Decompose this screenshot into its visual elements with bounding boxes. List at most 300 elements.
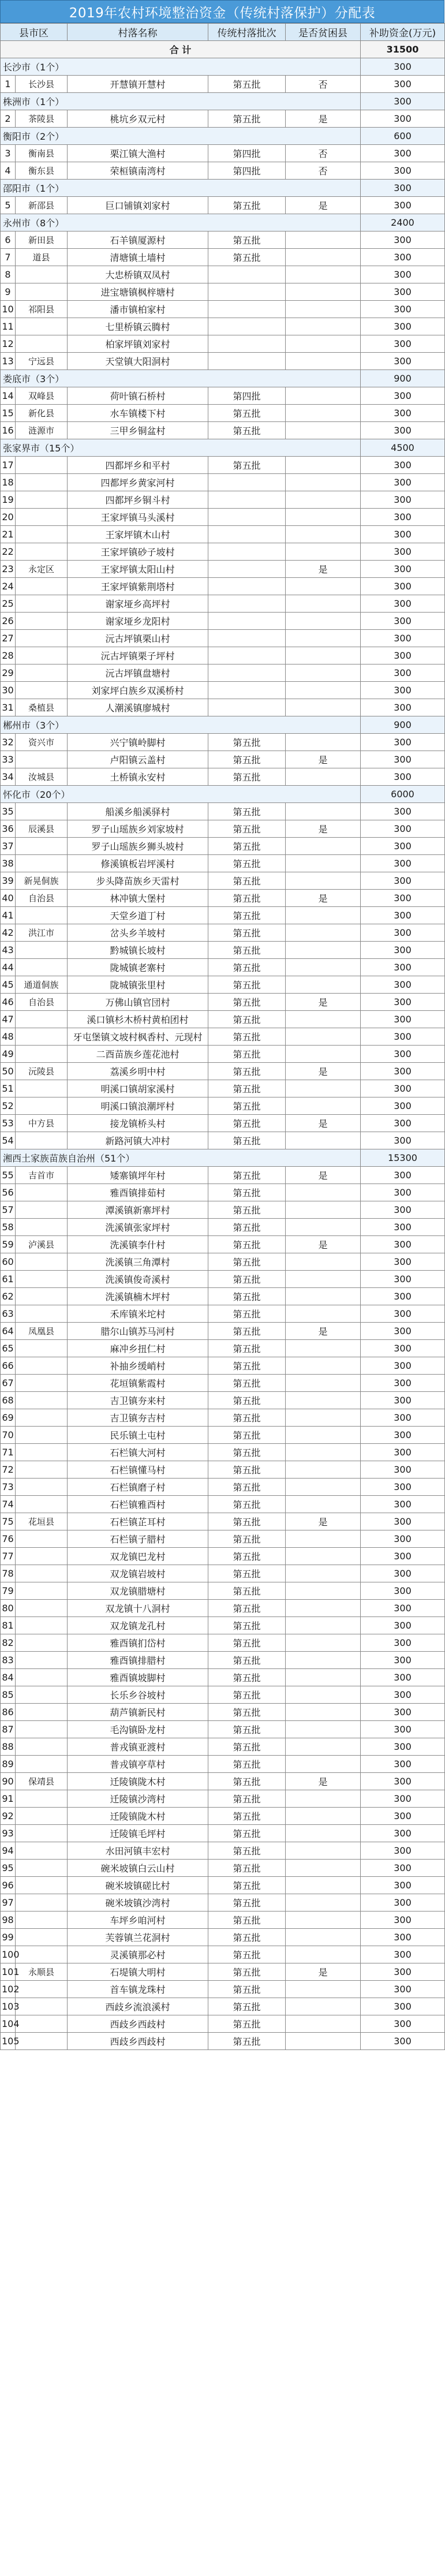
poverty-cell: 是 [286, 1236, 361, 1253]
poverty-cell: 是 [286, 110, 361, 128]
county-name [16, 1998, 68, 2015]
row-index: 74 [1, 1496, 16, 1513]
amount-cell: 300 [361, 630, 445, 647]
county-name [16, 1790, 68, 1808]
row-index: 44 [1, 959, 16, 976]
county-name [16, 1946, 68, 1963]
county-name [16, 2015, 68, 2033]
table-row [1, 1704, 445, 1721]
amount-cell: 300 [361, 1946, 445, 1963]
village-name: 王家坪镇太阳山村 [68, 561, 208, 578]
table-row [1, 2015, 445, 2033]
table-row [1, 1167, 445, 1184]
row-index: 95 [1, 1860, 16, 1877]
county-name [16, 1582, 68, 1600]
county-name [16, 1738, 68, 1756]
county-name [16, 1860, 68, 1877]
batch-cell [208, 353, 286, 370]
village-name: 陇城镇张里村 [68, 976, 208, 994]
poverty-cell [286, 491, 361, 509]
row-index: 21 [1, 526, 16, 543]
village-name: 双龙镇龙孔村 [68, 1617, 208, 1634]
amount-cell: 300 [361, 1132, 445, 1149]
column-header: 是否贫困县 [286, 24, 361, 41]
amount-cell: 300 [361, 1461, 445, 1479]
county-name: 桑植县 [16, 699, 68, 716]
amount-cell: 300 [361, 699, 445, 716]
amount-cell: 300 [361, 924, 445, 942]
poverty-cell: 是 [286, 1167, 361, 1184]
poverty-cell [286, 1825, 361, 1842]
village-name: 接龙镇桥头村 [68, 1115, 208, 1132]
village-name: 吉卫镇夯吉村 [68, 1409, 208, 1427]
village-name: 沅古坪镇栗子坪村 [68, 647, 208, 664]
amount-cell: 300 [361, 1011, 445, 1028]
county-name [16, 1046, 68, 1063]
village-name: 二酉苗族乡莲花池村 [68, 1046, 208, 1063]
poverty-cell: 是 [286, 994, 361, 1011]
poverty-cell [286, 283, 361, 301]
table-row [1, 1097, 445, 1115]
county-name: 自治县 [16, 890, 68, 907]
village-name: 荔溪乡明中村 [68, 1063, 208, 1080]
batch-cell: 第五批 [208, 405, 286, 422]
poverty-cell [286, 1097, 361, 1115]
amount-cell: 300 [361, 1427, 445, 1444]
amount-cell: 300 [361, 1288, 445, 1305]
row-index: 40 [1, 890, 16, 907]
row-index: 50 [1, 1063, 16, 1080]
batch-cell: 第五批 [208, 1253, 286, 1271]
village-name: 七里桥镇云腾村 [68, 318, 208, 335]
table-row [1, 1877, 445, 1894]
table-row [1, 526, 445, 543]
county-name: 新田县 [16, 232, 68, 249]
amount-cell: 300 [361, 1201, 445, 1219]
table-row [1, 335, 445, 353]
table-row [1, 1756, 445, 1773]
county-name [16, 457, 68, 474]
row-index: 53 [1, 1115, 16, 1132]
poverty-cell [286, 1929, 361, 1946]
amount-cell: 300 [361, 1808, 445, 1825]
amount-cell: 300 [361, 820, 445, 838]
county-name [16, 1097, 68, 1115]
region-amount: 600 [361, 128, 445, 145]
poverty-cell: 是 [286, 1773, 361, 1790]
poverty-cell [286, 942, 361, 959]
village-name: 迁陵镇陇木村 [68, 1808, 208, 1825]
batch-cell: 第五批 [208, 1773, 286, 1790]
amount-cell: 300 [361, 838, 445, 855]
batch-cell: 第五批 [208, 1427, 286, 1444]
amount-cell: 300 [361, 994, 445, 1011]
row-index: 69 [1, 1409, 16, 1427]
row-index: 96 [1, 1877, 16, 1894]
county-name [16, 1756, 68, 1773]
poverty-cell: 否 [286, 145, 361, 162]
village-name: 麻冲乡扭仁村 [68, 1340, 208, 1357]
amount-cell: 300 [361, 1115, 445, 1132]
table-row [1, 1530, 445, 1548]
village-name: 石栏镇芷耳村 [68, 1513, 208, 1530]
page-title: 2019年农村环境整治资金（传统村落保护）分配表 [69, 5, 376, 21]
county-name [16, 578, 68, 595]
table-body [1, 58, 445, 2050]
total-amount: 31500 [361, 41, 445, 58]
amount-cell: 300 [361, 110, 445, 128]
row-index: 92 [1, 1808, 16, 1825]
table-row [1, 1132, 445, 1149]
batch-cell [208, 491, 286, 509]
row-index: 75 [1, 1513, 16, 1530]
table-row [1, 751, 445, 768]
village-name: 柏家坪镇刘家村 [68, 335, 208, 353]
village-name: 西歧乡西歧村 [68, 2033, 208, 2050]
village-name: 石栏镇磨子村 [68, 1479, 208, 1496]
amount-cell: 300 [361, 1756, 445, 1773]
title-bar [0, 0, 444, 23]
row-index: 80 [1, 1600, 16, 1617]
table-row [1, 1981, 445, 1998]
row-index: 103 [1, 1998, 16, 2015]
county-name [16, 613, 68, 630]
county-name [16, 595, 68, 613]
county-name [16, 266, 68, 283]
row-index: 89 [1, 1756, 16, 1773]
batch-cell: 第五批 [208, 838, 286, 855]
village-name: 毛沟镇卧龙村 [68, 1721, 208, 1738]
batch-cell: 第五批 [208, 1201, 286, 1219]
table-row [1, 266, 445, 283]
amount-cell: 300 [361, 1046, 445, 1063]
batch-cell: 第五批 [208, 942, 286, 959]
table-row [1, 959, 445, 976]
batch-cell: 第五批 [208, 1011, 286, 1028]
batch-cell: 第五批 [208, 1825, 286, 1842]
county-name: 泸溪县 [16, 1236, 68, 1253]
row-index: 85 [1, 1686, 16, 1704]
table-row [1, 1046, 445, 1063]
region-name: 郴州市（3个） [1, 716, 361, 734]
village-name: 牙屯堡镇文坡村枫香村、元现村 [68, 1028, 208, 1046]
table-row [1, 1427, 445, 1444]
row-index: 14 [1, 387, 16, 405]
batch-cell: 第五批 [208, 110, 286, 128]
county-name: 吉首市 [16, 1167, 68, 1184]
amount-cell: 300 [361, 1634, 445, 1652]
county-name [16, 942, 68, 959]
batch-cell: 第五批 [208, 1981, 286, 1998]
poverty-cell: 是 [286, 1963, 361, 1981]
table-row [1, 1011, 445, 1028]
village-name: 天堂乡道丁村 [68, 907, 208, 924]
village-name: 修溪镇板岩坪溪村 [68, 855, 208, 872]
county-name: 汝城县 [16, 768, 68, 786]
village-name: 罗子山瑶族乡狮头坡村 [68, 838, 208, 855]
row-index: 83 [1, 1652, 16, 1669]
row-index: 41 [1, 907, 16, 924]
table-row [1, 1409, 445, 1427]
table-row [1, 232, 445, 249]
village-name: 四都坪乡黄家河村 [68, 474, 208, 491]
poverty-cell: 是 [286, 197, 361, 214]
table-row [1, 474, 445, 491]
batch-cell: 第五批 [208, 1617, 286, 1634]
row-index: 97 [1, 1894, 16, 1912]
poverty-cell: 是 [286, 890, 361, 907]
row-index: 27 [1, 630, 16, 647]
table-row [1, 197, 445, 214]
batch-cell: 第五批 [208, 1323, 286, 1340]
amount-cell: 300 [361, 1444, 445, 1461]
batch-cell [208, 699, 286, 716]
poverty-cell [286, 682, 361, 699]
county-name [16, 1340, 68, 1357]
batch-cell: 第五批 [208, 907, 286, 924]
amount-cell: 300 [361, 1582, 445, 1600]
poverty-cell [286, 1305, 361, 1323]
table-row [1, 768, 445, 786]
county-name [16, 1981, 68, 1998]
amount-cell: 300 [361, 1167, 445, 1184]
row-index: 79 [1, 1582, 16, 1600]
county-name [16, 1894, 68, 1912]
row-index: 88 [1, 1738, 16, 1756]
region-row [1, 786, 445, 803]
county-name [16, 1912, 68, 1929]
village-name: 刘家坪白族乡双溪桥村 [68, 682, 208, 699]
county-name: 保靖县 [16, 1773, 68, 1790]
row-index: 33 [1, 751, 16, 768]
row-index: 20 [1, 509, 16, 526]
village-name: 雅酉镇排腊村 [68, 1652, 208, 1669]
region-row [1, 93, 445, 110]
amount-cell: 300 [361, 1790, 445, 1808]
village-name: 四都坪乡铜斗村 [68, 491, 208, 509]
county-name: 永顺县 [16, 1963, 68, 1981]
table-row [1, 890, 445, 907]
county-name [16, 1929, 68, 1946]
table-row [1, 318, 445, 335]
table-row [1, 1912, 445, 1929]
batch-cell: 第五批 [208, 924, 286, 942]
table-row [1, 872, 445, 890]
row-index: 84 [1, 1669, 16, 1686]
poverty-cell [286, 647, 361, 664]
village-name: 长乐乡谷坡村 [68, 1686, 208, 1704]
village-name: 四都坪乡和平村 [68, 457, 208, 474]
row-index: 16 [1, 422, 16, 439]
row-index: 34 [1, 768, 16, 786]
poverty-cell [286, 335, 361, 353]
table-row [1, 1721, 445, 1738]
village-name: 普戎镇亚渡村 [68, 1738, 208, 1756]
table-row [1, 1253, 445, 1271]
county-name [16, 491, 68, 509]
poverty-cell [286, 1998, 361, 2015]
row-index: 98 [1, 1912, 16, 1929]
table-row [1, 1271, 445, 1288]
table-row [1, 1392, 445, 1409]
county-name [16, 1877, 68, 1894]
row-index: 23 [1, 561, 16, 578]
poverty-cell [286, 924, 361, 942]
amount-cell: 300 [361, 1530, 445, 1548]
table-row [1, 509, 445, 526]
amount-cell: 300 [361, 1565, 445, 1582]
region-name: 张家界市（15个） [1, 439, 361, 457]
batch-cell [208, 474, 286, 491]
village-name: 岔头乡羊坡村 [68, 924, 208, 942]
poverty-cell [286, 1582, 361, 1600]
village-name: 王家坪镇马头溪村 [68, 509, 208, 526]
poverty-cell [286, 1669, 361, 1686]
poverty-cell: 是 [286, 820, 361, 838]
row-index: 99 [1, 1929, 16, 1946]
amount-cell: 300 [361, 2033, 445, 2050]
batch-cell: 第四批 [208, 145, 286, 162]
amount-cell: 300 [361, 595, 445, 613]
village-name: 王家坪镇紫荆塔村 [68, 578, 208, 595]
row-index: 65 [1, 1340, 16, 1357]
batch-cell: 第五批 [208, 803, 286, 820]
county-name [16, 838, 68, 855]
village-name: 卢阳镇云盖村 [68, 751, 208, 768]
village-name: 首车镇龙珠村 [68, 1981, 208, 1998]
village-name: 水车镇楼下村 [68, 405, 208, 422]
county-name [16, 526, 68, 543]
batch-cell [208, 613, 286, 630]
county-name: 永定区 [16, 561, 68, 578]
county-name: 洪江市 [16, 924, 68, 942]
county-name [16, 1530, 68, 1548]
county-name [16, 1600, 68, 1617]
poverty-cell [286, 1565, 361, 1582]
table-row [1, 283, 445, 301]
row-index: 32 [1, 734, 16, 751]
batch-cell: 第五批 [208, 457, 286, 474]
village-name: 万佛山镇官団村 [68, 994, 208, 1011]
table-row [1, 1184, 445, 1201]
village-name: 禾库镇米坨村 [68, 1305, 208, 1323]
batch-cell: 第五批 [208, 1929, 286, 1946]
village-name: 进宝塘镇枫梓塘村 [68, 283, 208, 301]
county-name: 衡东县 [16, 162, 68, 180]
poverty-cell [286, 1808, 361, 1825]
table-row [1, 630, 445, 647]
row-index: 81 [1, 1617, 16, 1634]
row-index: 102 [1, 1981, 16, 1998]
batch-cell: 第五批 [208, 1686, 286, 1704]
table-row [1, 1773, 445, 1790]
region-name: 衡阳市（2个） [1, 128, 361, 145]
poverty-cell [286, 1842, 361, 1860]
county-name: 新晃侗族 [16, 872, 68, 890]
table-row [1, 976, 445, 994]
table-row [1, 1288, 445, 1305]
village-name: 人潮溪镇廖城村 [68, 699, 208, 716]
batch-cell: 第五批 [208, 734, 286, 751]
table-row [1, 1340, 445, 1357]
table-row [1, 1738, 445, 1756]
village-name: 溪口镇杉木桥村黄柏团村 [68, 1011, 208, 1028]
poverty-cell [286, 959, 361, 976]
table-row [1, 855, 445, 872]
amount-cell: 300 [361, 543, 445, 561]
row-index: 76 [1, 1530, 16, 1548]
poverty-cell: 否 [286, 76, 361, 93]
amount-cell: 300 [361, 1825, 445, 1842]
amount-cell: 300 [361, 1981, 445, 1998]
row-index: 104 [1, 2015, 16, 2033]
batch-cell: 第五批 [208, 1375, 286, 1392]
county-name: 花垣县 [16, 1513, 68, 1530]
amount-cell: 300 [361, 1028, 445, 1046]
amount-cell: 300 [361, 2015, 445, 2033]
row-index: 4 [1, 162, 16, 180]
village-name: 双龙镇岩坡村 [68, 1565, 208, 1582]
row-index: 68 [1, 1392, 16, 1409]
amount-cell: 300 [361, 266, 445, 283]
region-amount: 900 [361, 716, 445, 734]
county-name [16, 1392, 68, 1409]
poverty-cell [286, 1201, 361, 1219]
batch-cell: 第五批 [208, 1721, 286, 1738]
amount-cell: 300 [361, 959, 445, 976]
batch-cell: 第五批 [208, 994, 286, 1011]
table-row [1, 1686, 445, 1704]
village-name: 迁陵镇沙湾村 [68, 1790, 208, 1808]
poverty-cell [286, 1011, 361, 1028]
row-index: 25 [1, 595, 16, 613]
row-index: 1 [1, 76, 16, 93]
batch-cell: 第五批 [208, 249, 286, 266]
amount-cell: 300 [361, 1392, 445, 1409]
county-name: 道县 [16, 249, 68, 266]
row-index: 18 [1, 474, 16, 491]
county-name: 茶陵县 [16, 110, 68, 128]
village-name: 潭溪镇新寨坪村 [68, 1201, 208, 1219]
village-name: 洗溪镇李什村 [68, 1236, 208, 1253]
batch-cell: 第五批 [208, 1063, 286, 1080]
amount-cell: 300 [361, 1963, 445, 1981]
region-name: 娄底市（3个） [1, 370, 361, 387]
batch-cell: 第五批 [208, 1963, 286, 1981]
batch-cell: 第四批 [208, 387, 286, 405]
village-name: 谢家垭乡龙阳村 [68, 613, 208, 630]
county-name [16, 855, 68, 872]
row-index: 64 [1, 1323, 16, 1340]
county-name [16, 1184, 68, 1201]
table-row [1, 595, 445, 613]
row-index: 61 [1, 1271, 16, 1288]
county-name [16, 1028, 68, 1046]
amount-cell: 300 [361, 353, 445, 370]
batch-cell: 第五批 [208, 751, 286, 768]
poverty-cell [286, 1530, 361, 1548]
county-name [16, 1496, 68, 1513]
poverty-cell [286, 1340, 361, 1357]
village-name: 雅酉镇排茹村 [68, 1184, 208, 1201]
village-name: 石栏镇子腊村 [68, 1530, 208, 1548]
county-name: 新化县 [16, 405, 68, 422]
table-row [1, 162, 445, 180]
amount-cell: 300 [361, 803, 445, 820]
county-name [16, 1704, 68, 1721]
region-row [1, 58, 445, 76]
row-index: 15 [1, 405, 16, 422]
